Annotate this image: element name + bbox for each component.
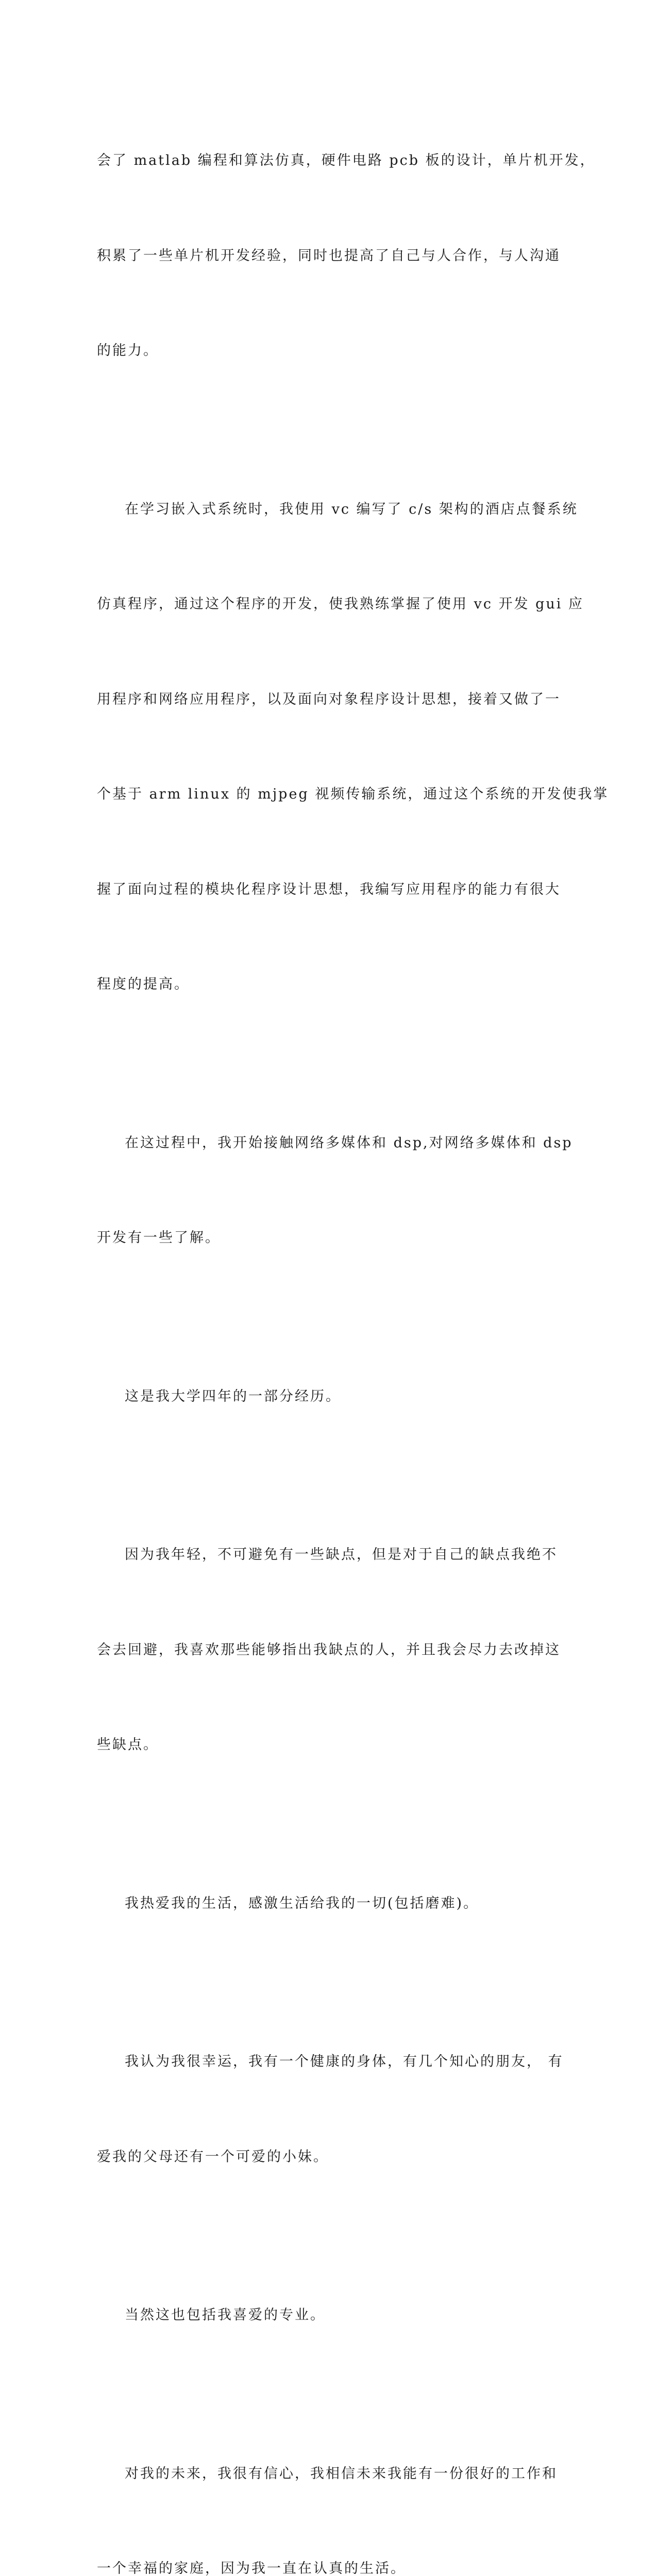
text-line: 我认为我很幸运，我有一个健康的身体，有几个知心的朋友， 有 <box>97 2046 550 2078</box>
text-line: 些缺点。 <box>97 1729 550 1761</box>
text-line: 个基于 arm linux 的 mjpeg 视频传输系统，通过这个系统的开发使我掌 <box>97 778 550 810</box>
paragraph-embedded-systems <box>97 430 550 1064</box>
text-line: 会去回避，我喜欢那些能够指出我缺点的人，并且我会尽力去改掉这 <box>97 1634 550 1666</box>
paragraph-lucky <box>97 1982 550 2236</box>
paragraph-love-life <box>97 1824 550 1983</box>
text-line: 程度的提高。 <box>97 969 550 1001</box>
text-line: 在这过程中，我开始接触网络多媒体和 dsp,对网络多媒体和 dsp <box>97 1127 550 1159</box>
text-line: 对我的未来，我很有信心，我相信未来我能有一份很好的工作和 <box>97 2458 550 2490</box>
document-body <box>97 81 550 2576</box>
paragraph-multimedia-dsp <box>97 1064 550 1317</box>
text-line: 开发有一些了解。 <box>97 1222 550 1254</box>
paragraph-major <box>97 2236 550 2395</box>
text-line: 这是我大学四年的一部分经历。 <box>97 1381 550 1413</box>
paragraph-future <box>97 2395 550 2576</box>
text-line: 一个幸福的家庭，因为我一直在认真的生活。 <box>97 2553 550 2576</box>
text-line: 当然这也包括我喜爱的专业。 <box>97 2299 550 2331</box>
text-line: 的能力。 <box>97 335 550 367</box>
text-line: 积累了一些单片机开发经验，同时也提高了自己与人合作，与人沟通 <box>97 240 550 272</box>
document-page <box>0 0 657 850</box>
text-line: 仿真程序，通过这个程序的开发，使我熟练掌握了使用 vc 开发 gui 应 <box>97 588 550 620</box>
text-line: 因为我年轻，不可避免有一些缺点，但是对于自己的缺点我绝不 <box>97 1539 550 1571</box>
text-line: 用程序和网络应用程序，以及面向对象程序设计思想，接着又做了一 <box>97 684 550 716</box>
paragraph-shortcomings <box>97 1476 550 1824</box>
text-line: 会了 matlab 编程和算法仿真，硬件电路 pcb 板的设计，单片机开发， <box>97 145 550 177</box>
text-line: 爱我的父母还有一个可爱的小妹。 <box>97 2141 550 2173</box>
paragraph-university-experience <box>97 1317 550 1476</box>
paragraph-skills <box>97 81 550 430</box>
text-line: 在学习嵌入式系统时，我使用 vc 编写了 c/s 架构的酒店点餐系统 <box>97 494 550 526</box>
text-line: 我热爱我的生活，感激生活给我的一切(包括磨难)。 <box>97 1888 550 1920</box>
text-line: 握了面向过程的模块化程序设计思想，我编写应用程序的能力有很大 <box>97 874 550 906</box>
